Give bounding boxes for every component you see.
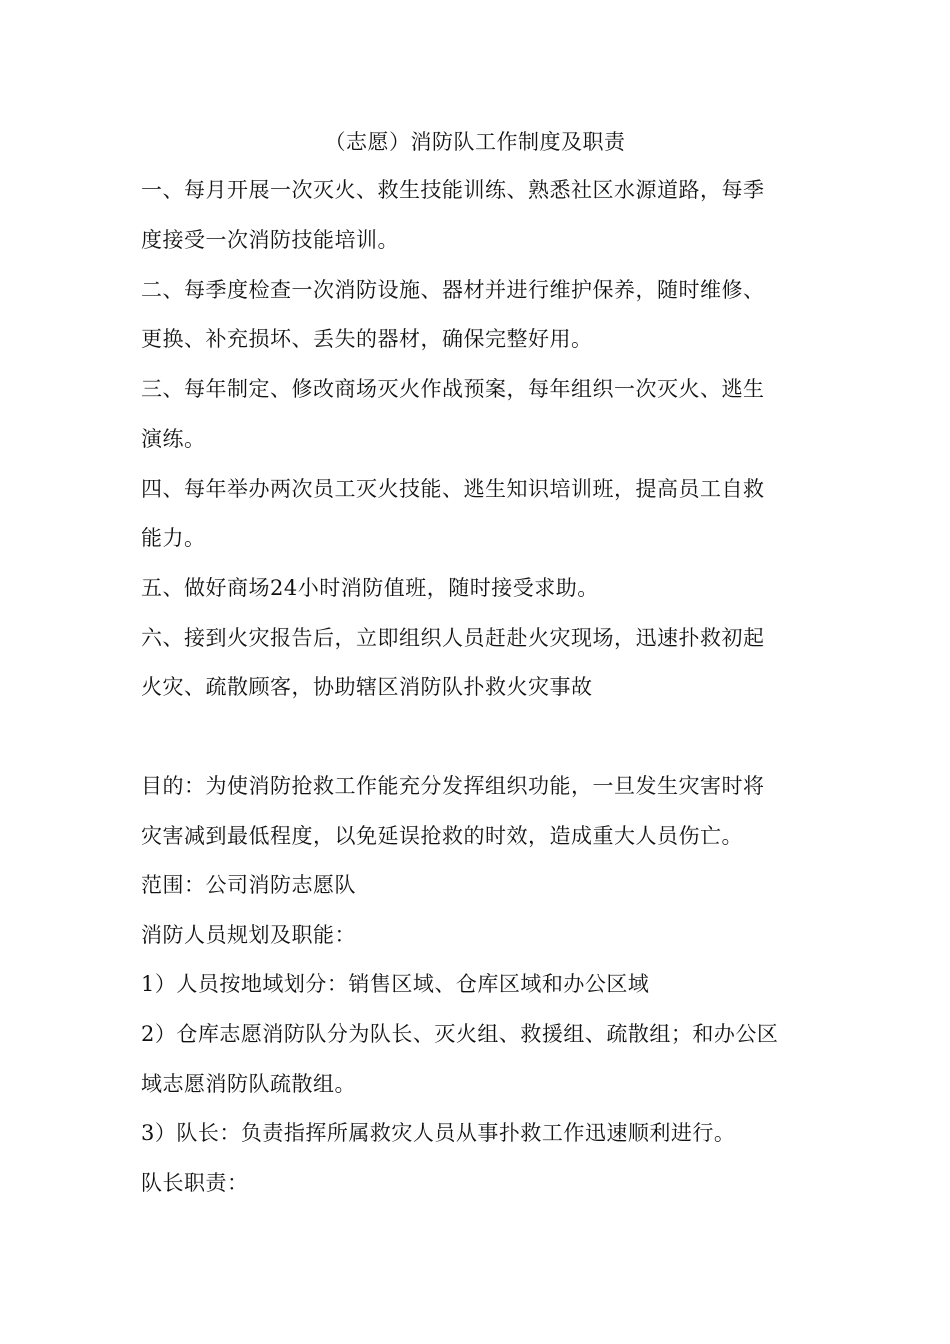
planning-heading: 消防人员规划及职能：	[141, 923, 356, 947]
purpose-line-1: 目的：为使消防抢救工作能充分发挥组织功能，一旦发生灾害时将	[141, 774, 765, 798]
scope-line: 范围：公司消防志愿队	[141, 873, 356, 897]
rule-5-line-1: 五、做好商场24小时消防值班，随时接受求助。	[141, 576, 599, 600]
rule-2-line-2: 更换、补充损坏、丢失的器材，确保完整好用。	[141, 327, 593, 351]
item-2-line-2: 域志愿消防队疏散组。	[141, 1072, 356, 1096]
purpose-line-2: 灾害减到最低程度，以免延误抢救的时效，造成重大人员伤亡。	[141, 824, 743, 848]
rule-3-line-2: 演练。	[141, 427, 206, 451]
rule-4-line-1: 四、每年举办两次员工灭火技能、逃生知识培训班，提高员工自救	[141, 477, 765, 501]
captain-duties-heading: 队长职责：	[141, 1171, 249, 1195]
item-1-line: 1）人员按地域划分：销售区域、仓库区域和办公区域	[141, 972, 650, 996]
rule-2-line-1: 二、每季度检查一次消防设施、器材并进行维护保养，随时维修、	[141, 278, 765, 302]
rule-4-line-2: 能力。	[141, 526, 206, 550]
rule-1-line-2: 度接受一次消防技能培训。	[141, 228, 399, 252]
rule-1-line-1: 一、每月开展一次灭火、救生技能训练、熟悉社区水源道路，每季	[141, 178, 765, 202]
document-title: （志愿）消防队工作制度及职责	[324, 130, 626, 154]
rule-6-line-1: 六、接到火灾报告后，立即组织人员赶赴火灾现场，迅速扑救初起	[141, 626, 765, 650]
item-3-line: 3）队长：负责指挥所属救灾人员从事扑救工作迅速顺利进行。	[141, 1121, 736, 1145]
item-2-line-1: 2）仓库志愿消防队分为队长、灭火组、救援组、疏散组；和办公区	[141, 1022, 779, 1046]
rule-3-line-1: 三、每年制定、修改商场灭火作战预案，每年组织一次灭火、逃生	[141, 377, 765, 401]
rule-6-line-2: 火灾、疏散顾客，协助辖区消防队扑救火灾事故	[141, 675, 593, 699]
